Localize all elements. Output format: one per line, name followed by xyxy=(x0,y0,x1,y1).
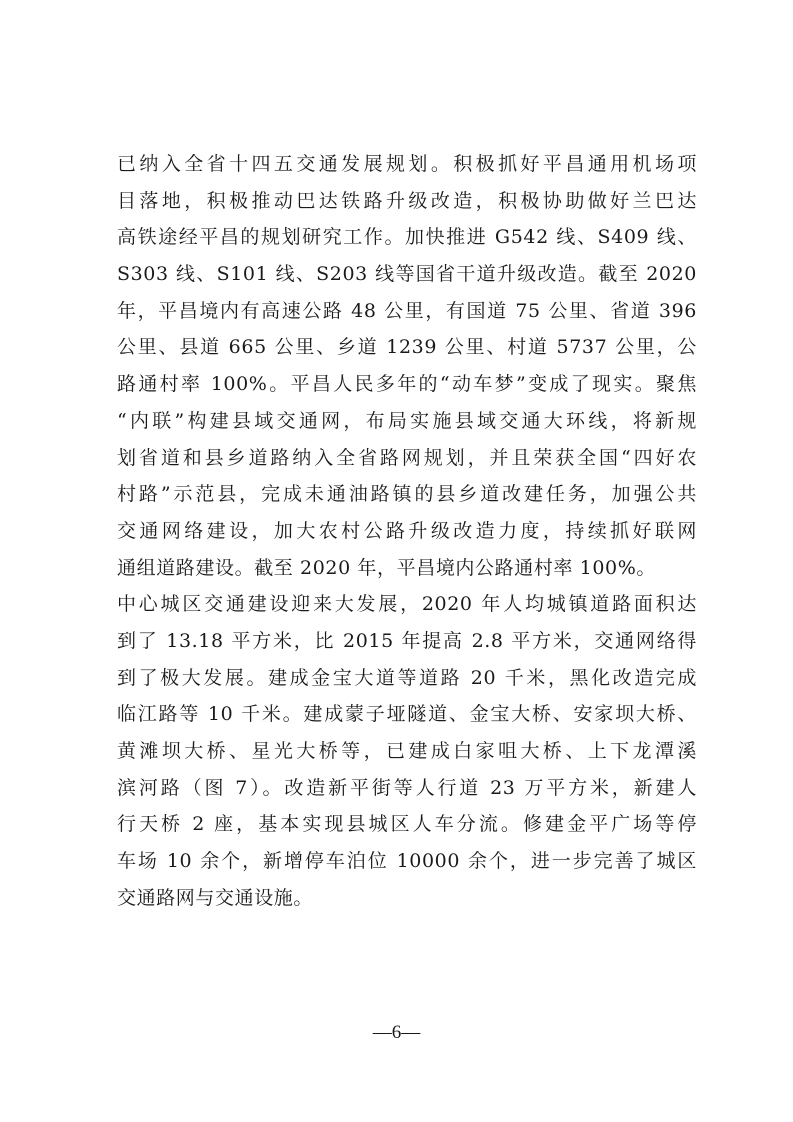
text-line: 已纳入全省十四五交通发展规划。积极抓好平昌通用机场项 xyxy=(117,153,697,175)
text-line: 中心城区交通建设迎来大发展，2020 年人均城镇道路面积达 xyxy=(117,593,697,616)
text-line: 滨河路（图 7）。改造新平街等人行道 23 万平方米，新建人 xyxy=(117,776,697,799)
text-line: 到了 13.18 平方米，比 2015 年提高 2.8 平方米，交通网络得 xyxy=(117,629,697,652)
text-line: 通组道路建设。截至 2020 年，平昌境内公路通村率 100%。 xyxy=(117,556,656,579)
text-line: 年，平昌境内有高速公路 48 公里，有国道 75 公里、省道 396 xyxy=(117,299,697,322)
text-line: 划省道和县乡道路纳入全省路网规划，并且荣获全国“四好农 xyxy=(117,446,697,469)
text-line: S303 线、S101 线、S203 线等国省干道升级改造。截至 2020 xyxy=(117,263,697,286)
text-line: 路通村率 100%。平昌人民多年的“动车梦”变成了现实。聚焦 xyxy=(117,373,697,396)
text-line: 高铁途经平昌的规划研究工作。加快推进 G542 线、S409 线、 xyxy=(117,226,697,249)
text-line: “内联”构建县域交通网，布局实施县域交通大环线，将新规 xyxy=(117,409,697,432)
text-line: 到了极大发展。建成金宝大道等道路 20 千米，黑化改造完成 xyxy=(117,666,697,689)
page-number: —6— xyxy=(372,1022,421,1043)
text-line: 公里、县道 665 公里、乡道 1239 公里、村道 5737 公里，公 xyxy=(117,336,697,359)
text-line: 行天桥 2 座，基本实现县城区人车分流。修建金平广场等停 xyxy=(117,813,697,836)
text-line: 目落地，积极推动巴达铁路升级改造，积极协助做好兰巴达 xyxy=(117,189,697,212)
text-line: 村路”示范县，完成未通油路镇的县乡道改建任务，加强公共 xyxy=(117,483,697,506)
text-line: 车场 10 余个，新增停车泊位 10000 余个，进一步完善了城区 xyxy=(117,850,697,873)
text-line: 黄滩坝大桥、星光大桥等，已建成白家咀大桥、上下龙潭溪 xyxy=(117,740,697,762)
body-paragraph xyxy=(117,146,697,916)
text-line: 临江路等 10 千米。建成蒙子垭隧道、金宝大桥、安家坝大桥、 xyxy=(117,703,697,726)
text-line: 交通路网与交通设施。 xyxy=(117,886,314,909)
text-line: 交通网络建设，加大农村公路升级改造力度，持续抓好联网 xyxy=(117,519,697,542)
